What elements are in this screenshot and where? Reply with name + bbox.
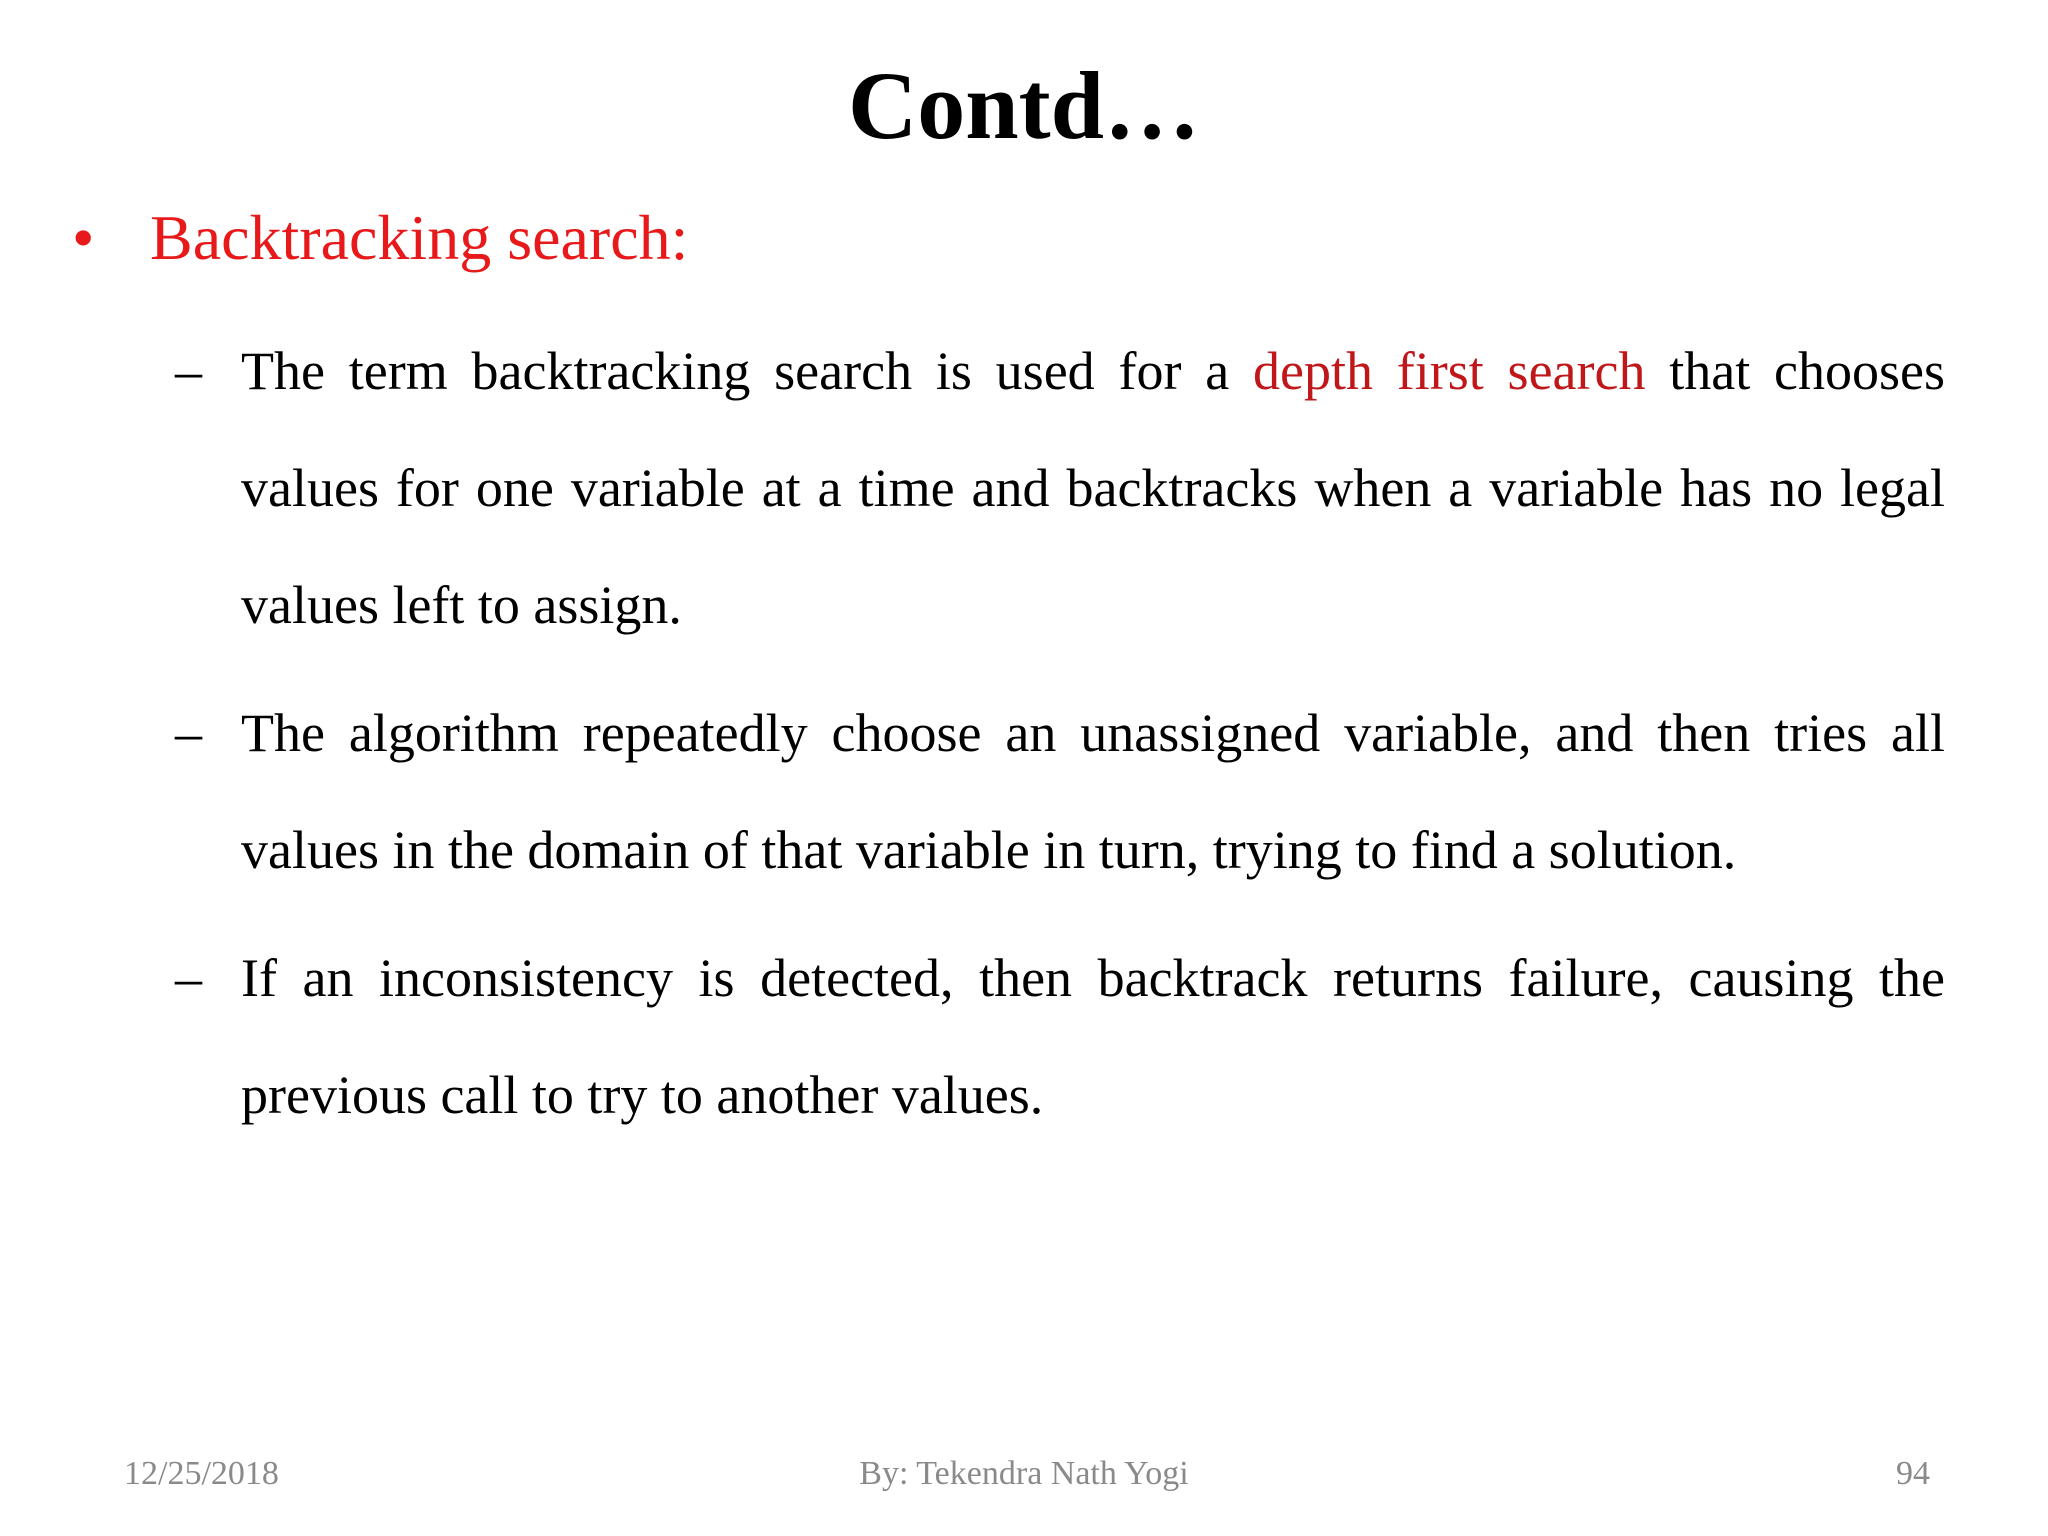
- bullet-dot-icon: •: [72, 202, 95, 273]
- sub-bullet-text-after: that chooses values for one variable at a time and backtracks when a variable has no legal values left to assign.: [241, 341, 1945, 635]
- dash-icon: –: [175, 341, 202, 401]
- dash-icon: –: [175, 703, 202, 763]
- footer-author: By: Tekendra Nath Yogi: [859, 1455, 1189, 1492]
- dash-icon: –: [175, 948, 202, 1008]
- main-bullet: [72, 198, 1972, 278]
- sub-bullet-text: If an inconsistency is detected, then backtrack returns failure, causing the previous call to try to another values.: [241, 948, 1945, 1125]
- footer-page-number: 94: [1896, 1455, 1930, 1492]
- highlighted-term: depth first search: [1253, 341, 1646, 401]
- main-bullet-label: Backtracking search:: [150, 202, 689, 273]
- sub-bullet-text: The algorithm repeatedly choose an unassigned variable, and then tries all values in the domain of that variable in turn, trying to find a solution.: [241, 703, 1945, 880]
- slide-title: Contd…: [847, 52, 1201, 159]
- footer-date: 12/25/2018: [124, 1455, 279, 1492]
- sub-bullet-text-before: The term backtracking search is used for a: [241, 341, 1253, 401]
- sub-bullet-text: [241, 313, 1945, 664]
